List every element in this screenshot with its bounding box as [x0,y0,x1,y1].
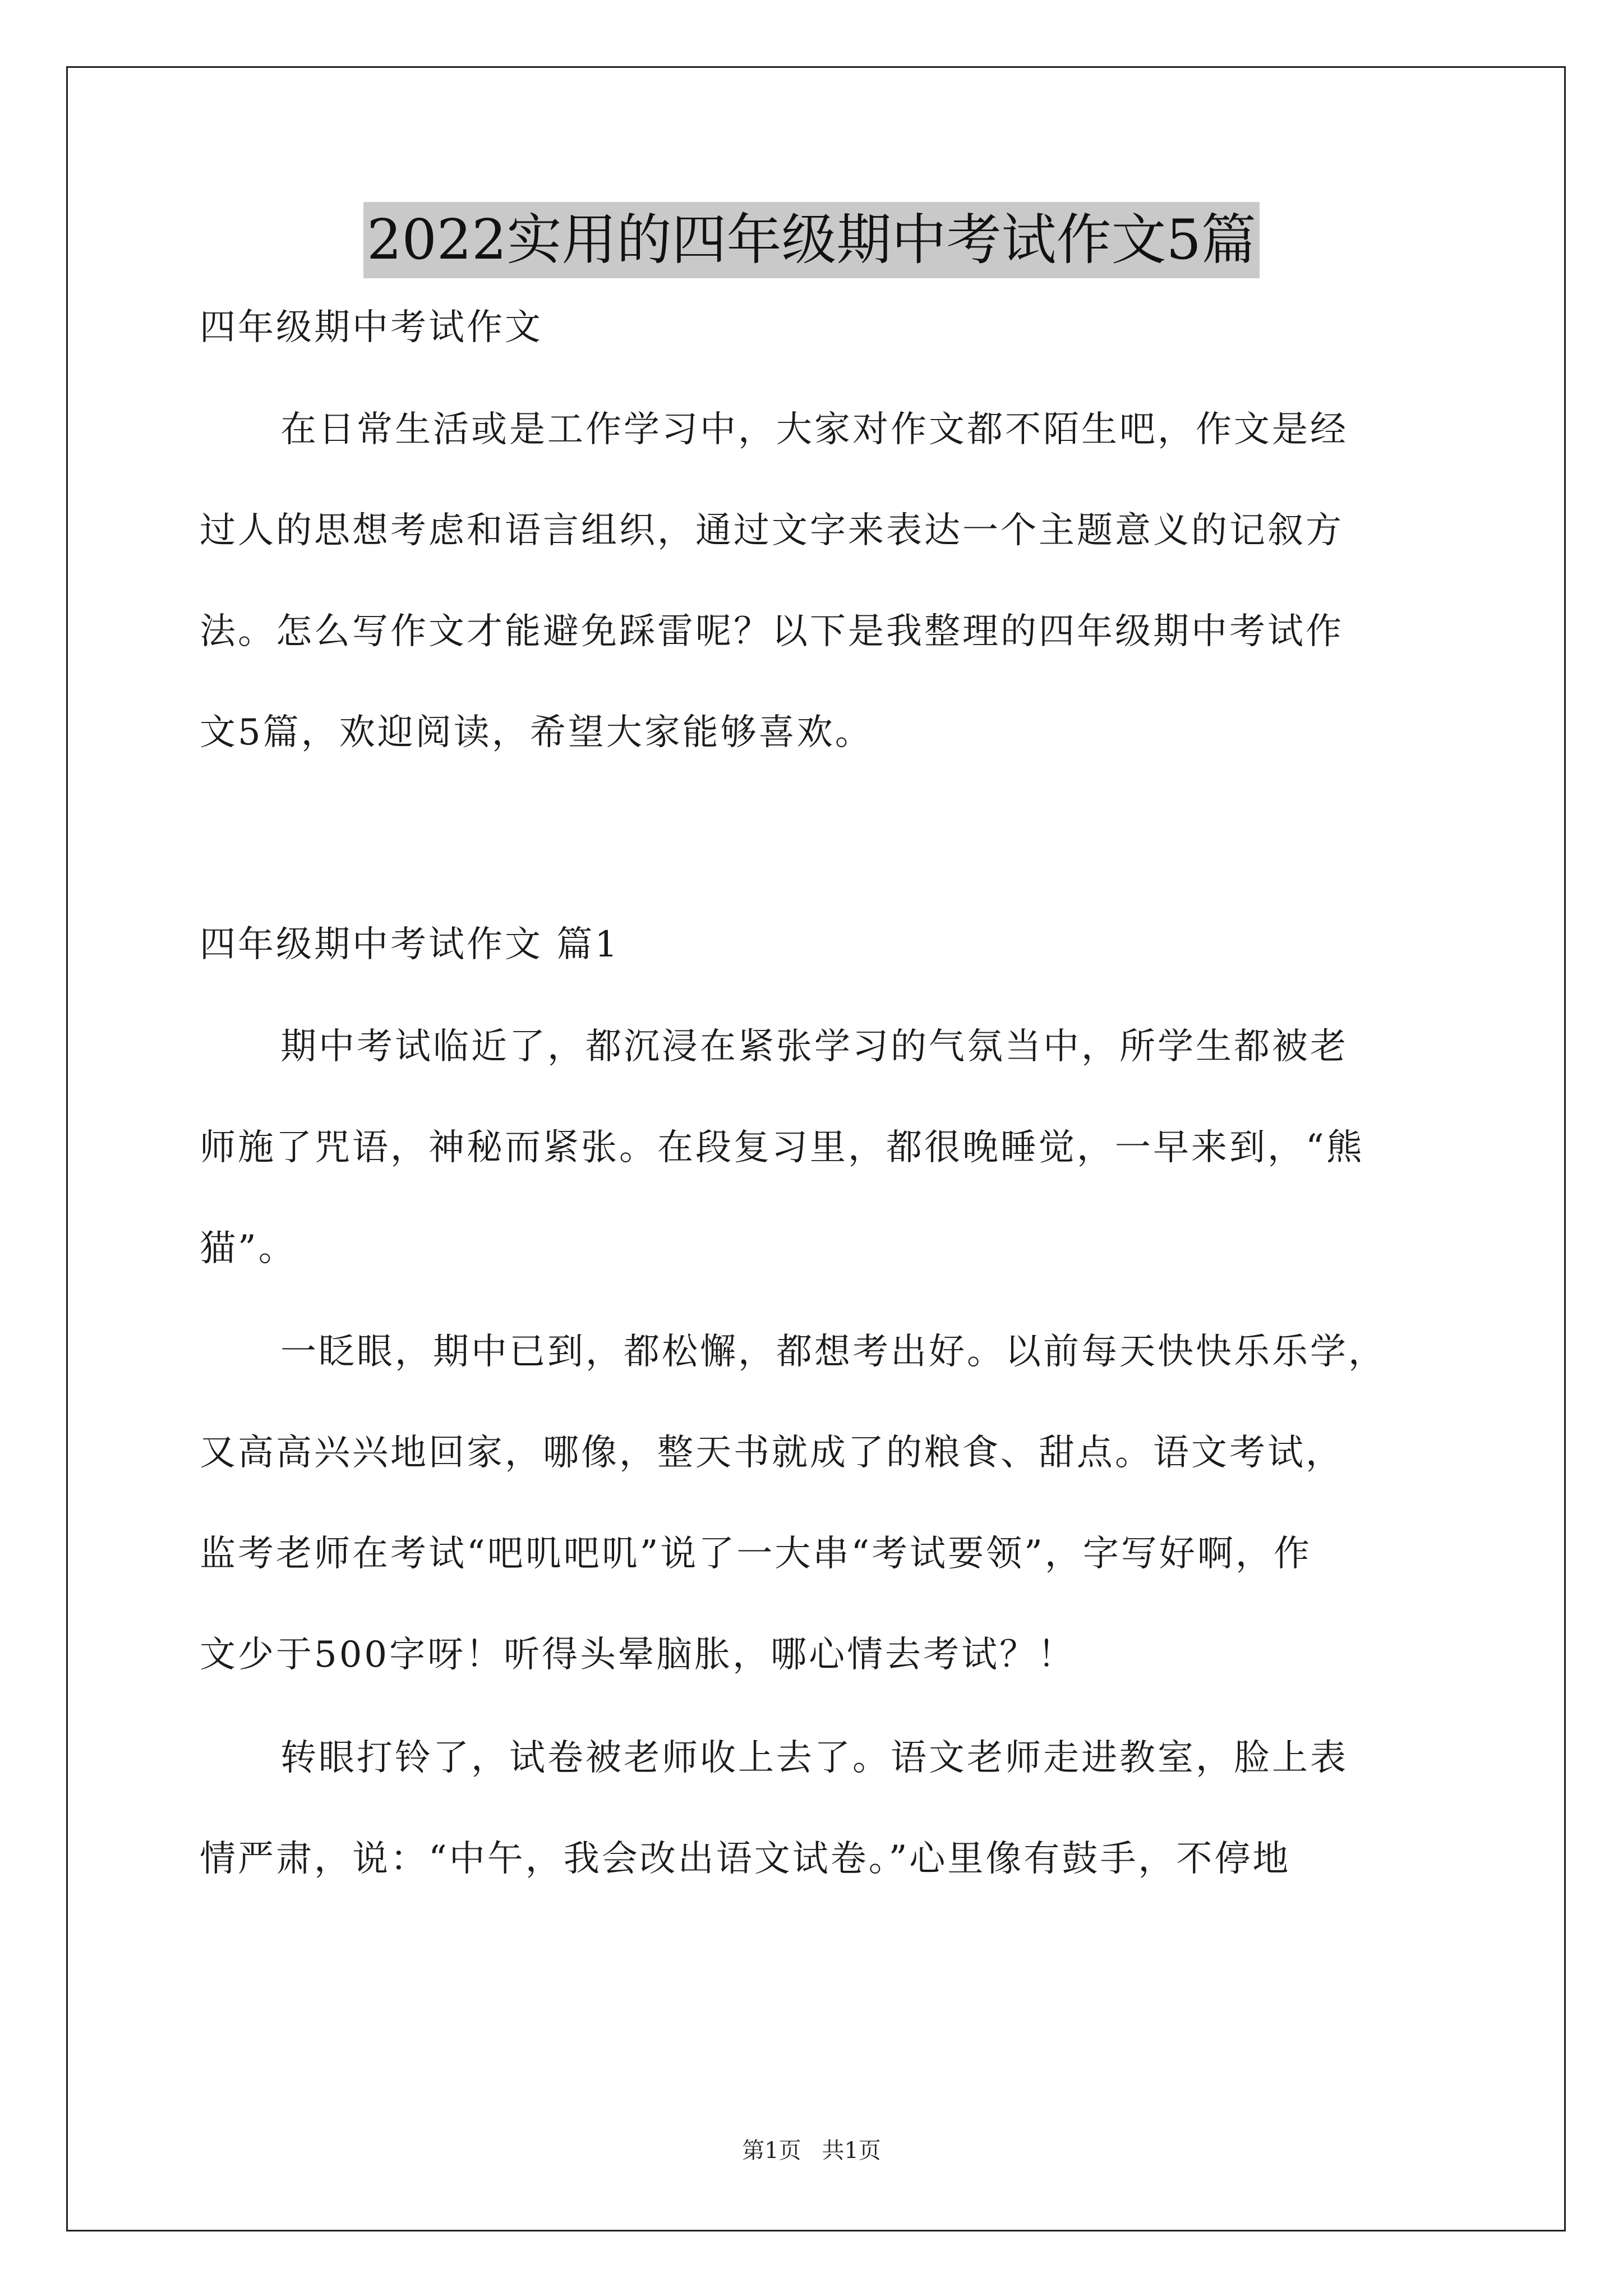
paragraph-line: 猫”。 [200,1228,297,1269]
intro-line: 法。怎么写作文才能避免踩雷呢？以下是我整理的四年级期中考试作 [200,611,1344,652]
paragraph-line: 监考老师在考试“吧叽吧叽”说了一大串“考试要领”，字写好啊，作 [200,1533,1312,1575]
intro-line: 文5篇，欢迎阅读，希望大家能够喜欢。 [200,712,873,753]
paragraph-line: 又高高兴兴地回家，哪像，整天书就成了的粮食、甜点。语文考试， [200,1432,1344,1474]
document-title: 2022实用的四年级期中考试作文5篇 [363,202,1260,278]
intro-line: 在日常生活或是工作学习中，大家对作文都不陌生吧，作文是经 [280,409,1348,450]
page-number: 第1页 [742,2138,801,2164]
paragraph-line: 情严肃，说：“中午，我会改出语文试卷。”心里像有鼓手，不停地 [200,1838,1291,1880]
paragraph-line: 转眼打铃了，试卷被老师收上去了。语文老师走进教室，脸上表 [280,1737,1348,1779]
paragraph-line: 一眨眼，期中已到，都松懈，都想考出好。以前每天快快乐乐学， [280,1331,1386,1373]
intro-line: 过人的思想考虑和语言组织，通过文字来表达一个主题意义的记叙方 [200,510,1344,551]
essay-heading: 四年级期中考试作文 篇1 [200,924,620,965]
document-title-container [0,202,1623,278]
paragraph-line: 文少于500字呀！听得头晕脑胀，哪心情去考试？！ [200,1634,1076,1676]
page-total: 共1页 [822,2138,881,2164]
page-footer [0,2136,1623,2165]
paragraph-line: 师施了咒语，神秘而紧张。在段复习里，都很晚睡觉，一早来到，“熊 [200,1127,1364,1168]
paragraph-line: 期中考试临近了，都沉浸在紧张学习的气氛当中，所学生都被老 [280,1026,1348,1068]
section-heading: 四年级期中考试作文 [200,307,543,348]
